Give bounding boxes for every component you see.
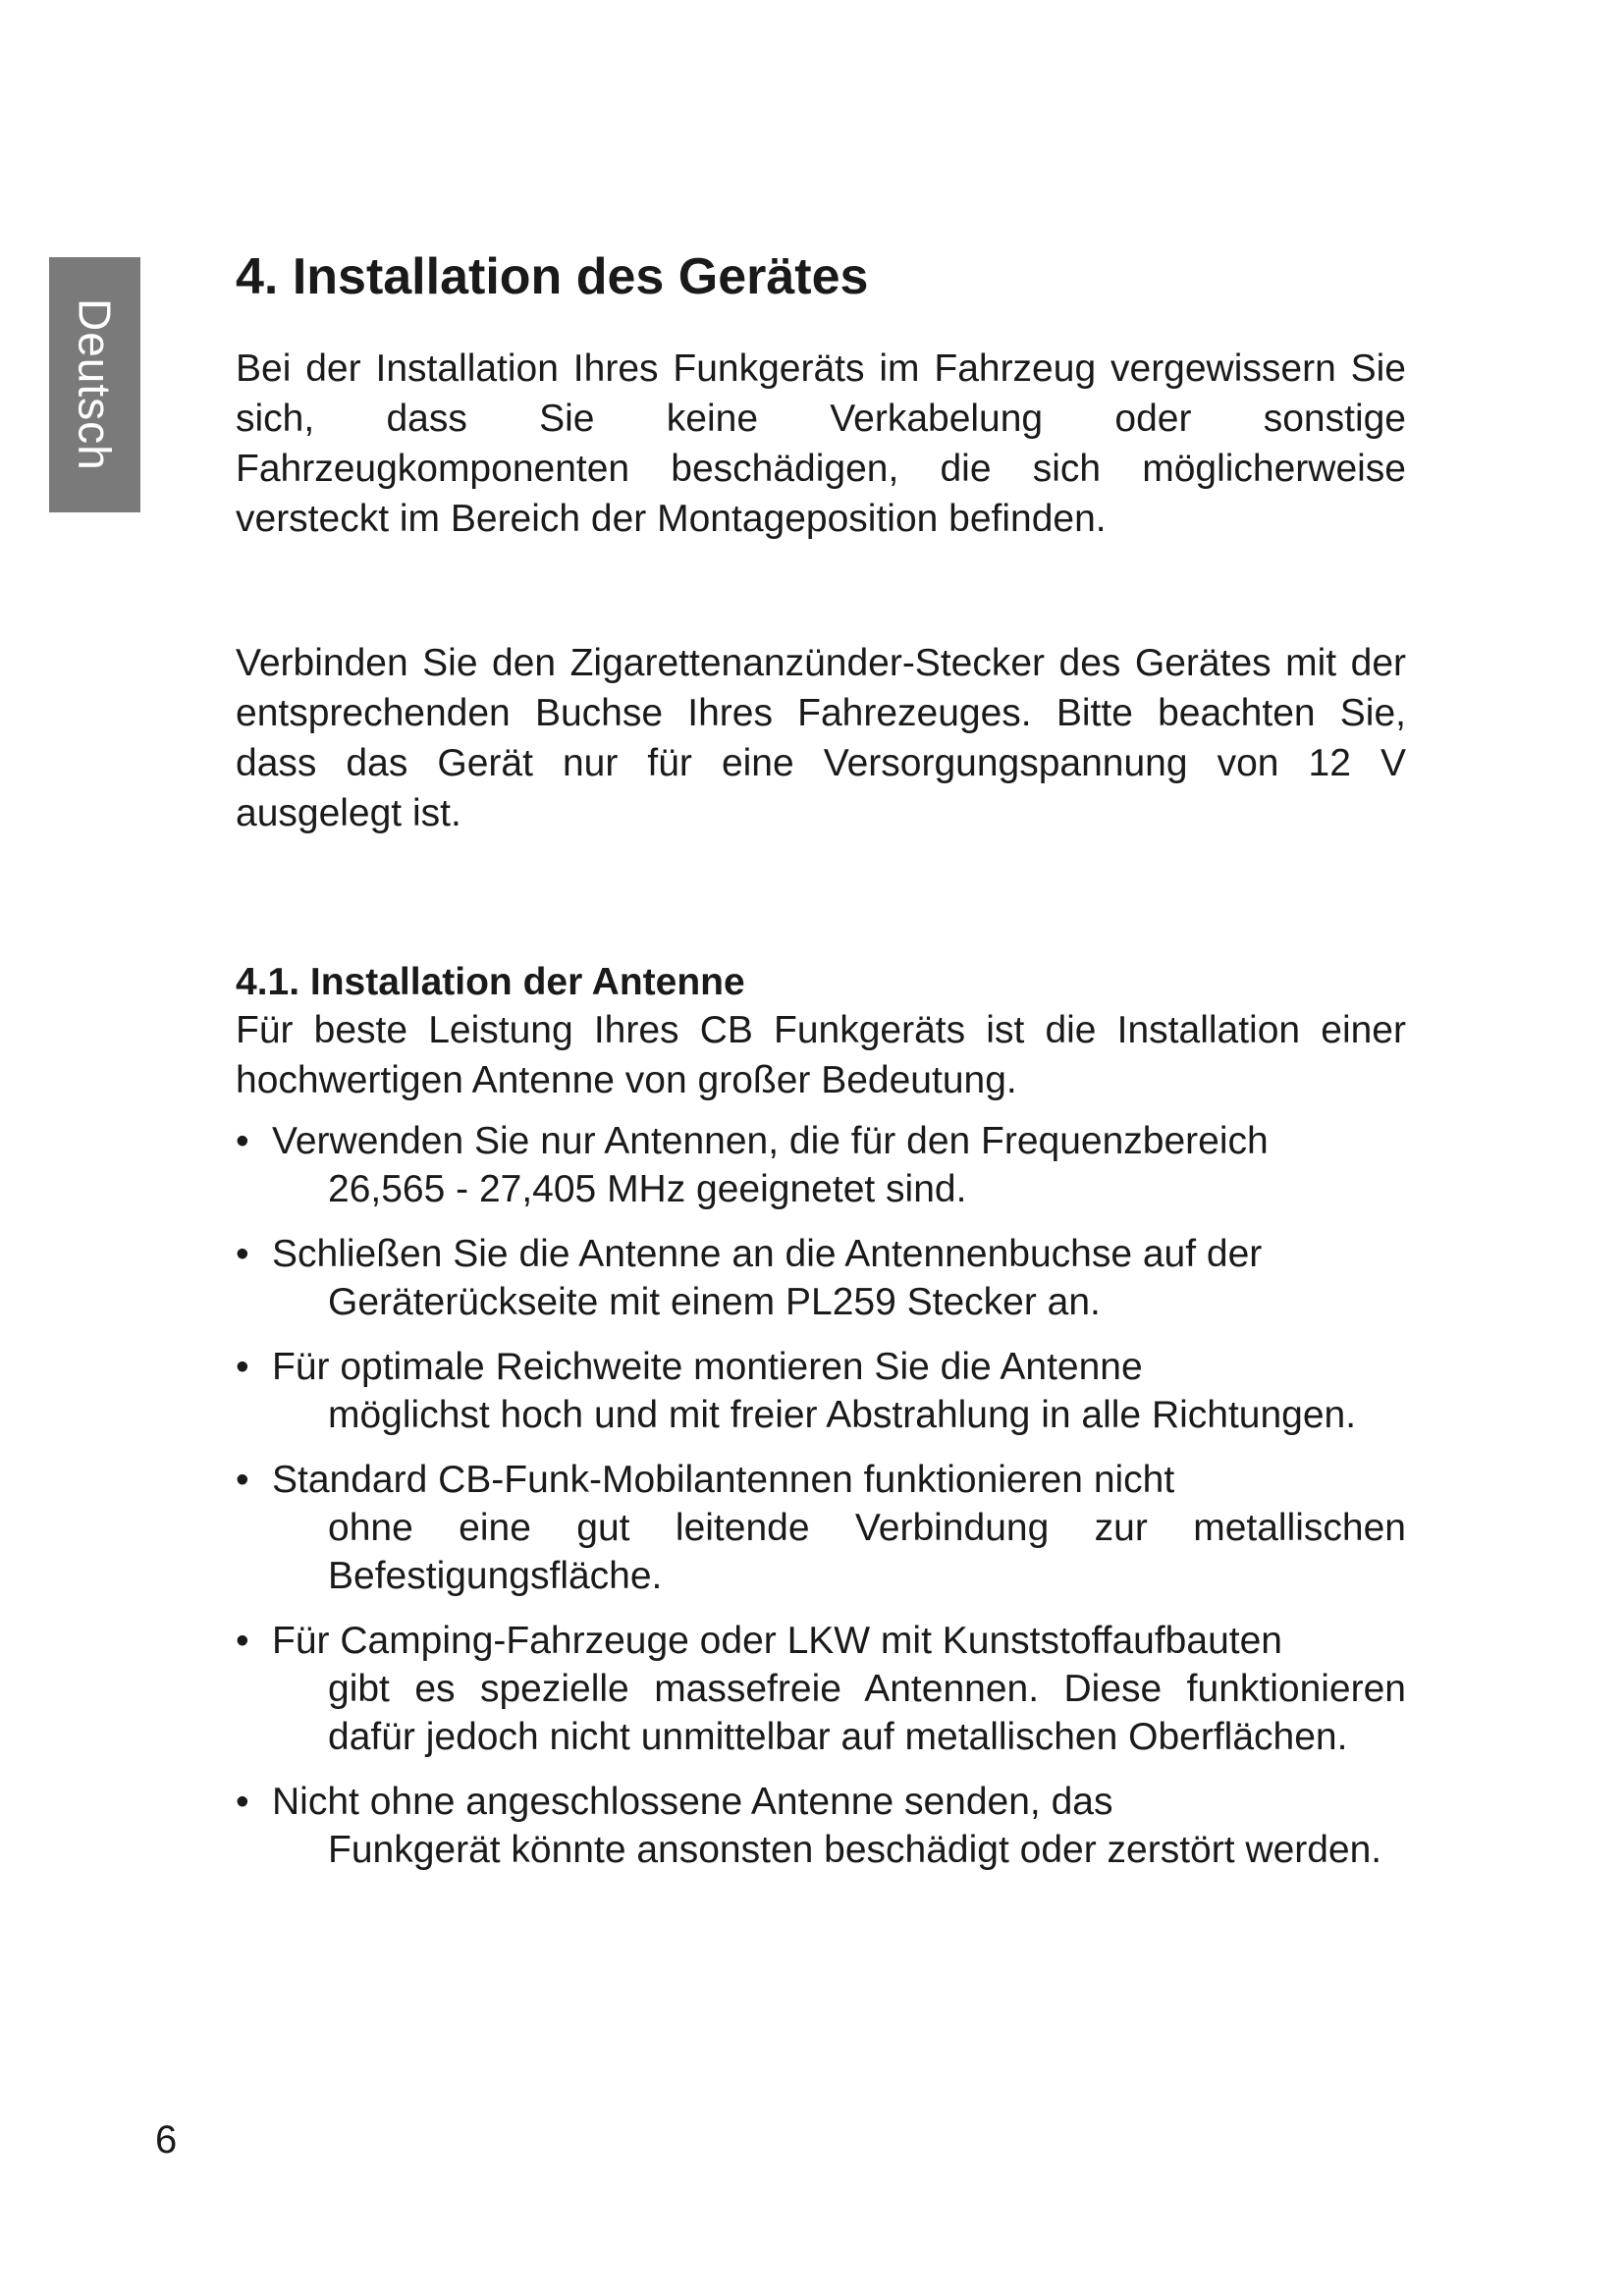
- section-title: 4. Installation des Gerätes: [236, 248, 869, 305]
- list-item-text-continued: Funkgerät könnte ansonsten beschädigt oder zerstört werden.: [328, 1829, 1382, 1871]
- bullet-list: [236, 1117, 1406, 1874]
- section-paragraph: Verbinden Sie den Zigarettenanzünder-Stecker des Gerätes mit der entsprechenden Buchse Ihres Fahrezeuges. Bitte beachten Sie, dass das Gerät nur für eine Versorgungspannung von 12 V ausgelegt ist.: [236, 642, 1406, 834]
- list-item-text: Verwenden Sie nur Antennen, die für den Frequenzbereich: [272, 1120, 1269, 1162]
- list-item-text: Schließen Sie die Antenne an die Antennenbuchse auf der: [272, 1233, 1263, 1275]
- list-item-text-continued: möglichst hoch und mit freier Abstrahlung in alle Richtungen.: [328, 1394, 1357, 1436]
- list-item-text: Nicht ohne angeschlossene Antenne senden, das: [272, 1781, 1113, 1823]
- list-item-text-continued: 26,565 - 27,405 MHz geeignetet sind.: [328, 1168, 967, 1210]
- list-item: [236, 1456, 1406, 1600]
- bullet-icon: •: [236, 1620, 249, 1662]
- page-number: 6: [155, 2118, 178, 2162]
- list-item-text: Für Camping-Fahrzeuge oder LKW mit Kunststoffaufbauten: [272, 1620, 1282, 1662]
- list-item-text-continued: Geräterückseite mit einem PL259 Stecker an.: [328, 1281, 1101, 1323]
- list-item: [236, 1617, 1406, 1761]
- list-item: [236, 1117, 1406, 1213]
- page-content: [236, 243, 1406, 1891]
- bullet-icon: •: [236, 1781, 249, 1823]
- list-item-text: Standard CB-Funk-Mobilantennen funktionieren nicht: [272, 1459, 1175, 1501]
- list-item: [236, 1230, 1406, 1326]
- list-item-text: Für optimale Reichweite montieren Sie die Antenne: [272, 1346, 1143, 1388]
- subsection-intro: Für beste Leistung Ihres CB Funkgeräts ist die Installation einer hochwertigen Antenne von großer Bedeutung.: [236, 1009, 1406, 1101]
- bullet-icon: •: [236, 1233, 249, 1275]
- list-item: [236, 1778, 1406, 1874]
- bullet-icon: •: [236, 1346, 249, 1388]
- section-paragraph: Bei der Installation Ihres Funkgeräts im Fahrzeug vergewissern Sie sich, dass Sie keine Verkabelung oder sonstige Fahrzeugkomponenten beschädigen, die sich möglicherweise versteckt im Bereich der Montageposition befinden.: [236, 347, 1406, 540]
- bullet-icon: •: [236, 1459, 249, 1501]
- subsection-title: 4.1. Installation der Antenne: [236, 961, 745, 1003]
- bullet-icon: •: [236, 1120, 249, 1162]
- language-tab-label: Deutsch: [69, 298, 121, 471]
- list-item-text-continued: ohne eine gut leitende Verbindung zur metallischen Befestigungsfläche.: [328, 1507, 1406, 1597]
- list-item-text-continued: gibt es spezielle massefreie Antennen. Diese funktionieren dafür jedoch nicht unmittelbar auf metallischen Oberflächen.: [328, 1668, 1406, 1758]
- language-tab: [49, 257, 140, 512]
- list-item: [236, 1343, 1406, 1439]
